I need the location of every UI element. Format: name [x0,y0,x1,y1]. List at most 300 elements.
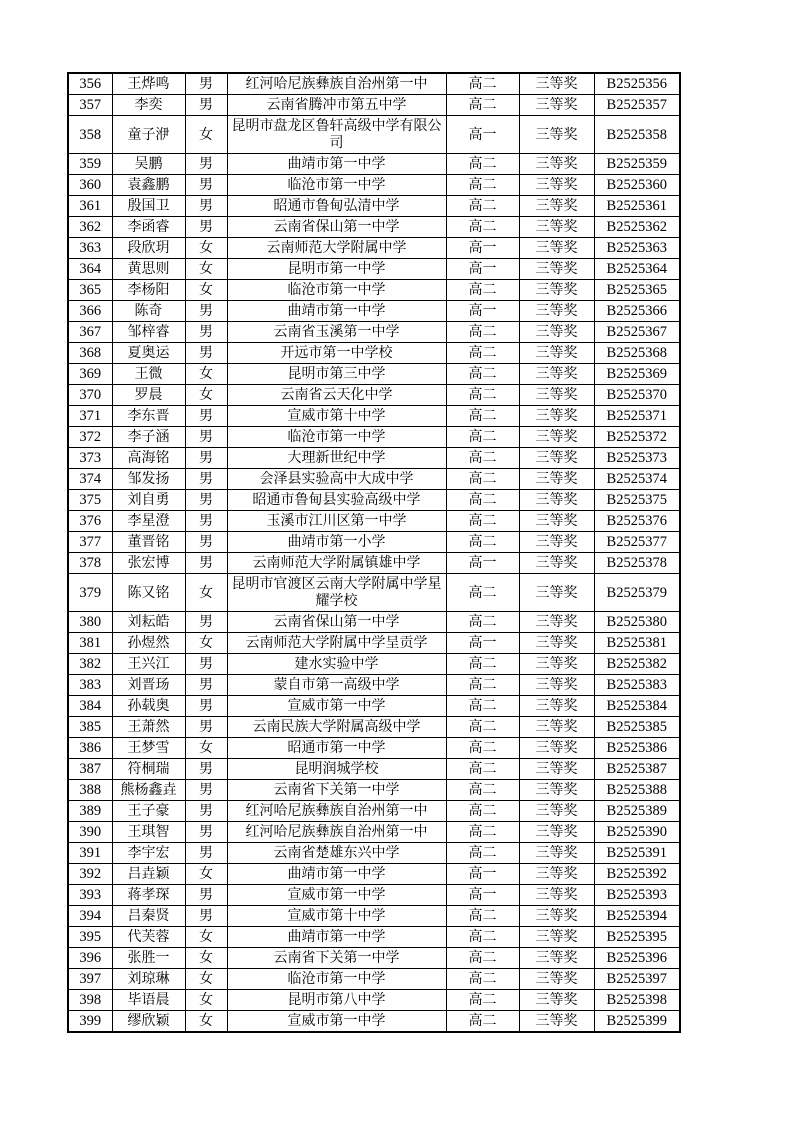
table-row [68,427,680,448]
grade-cell: 高二 [446,196,519,217]
row-number-cell: 359 [68,154,112,175]
award-cell: 三等奖 [519,801,594,822]
student-name-cell: 董晋铭 [112,532,185,553]
table-row [68,469,680,490]
certificate-code-cell: B2525373 [594,448,680,469]
gender-cell: 男 [185,73,227,95]
school-cell: 临沧市第一中学 [227,280,446,301]
certificate-code-cell: B2525397 [594,969,680,990]
school-cell: 昆明市第一中学 [227,259,446,280]
table-row [68,654,680,675]
row-number-cell: 363 [68,238,112,259]
table-row [68,906,680,927]
table-row [68,490,680,511]
gender-cell: 男 [185,717,227,738]
row-number-cell: 383 [68,675,112,696]
row-number-cell: 389 [68,801,112,822]
row-number-cell: 371 [68,406,112,427]
row-number-cell: 370 [68,385,112,406]
row-number-cell: 388 [68,780,112,801]
certificate-code-cell: B2525389 [594,801,680,822]
school-cell: 宣威市第十中学 [227,406,446,427]
gender-cell: 男 [185,448,227,469]
row-number-cell: 365 [68,280,112,301]
grade-cell: 高二 [446,95,519,116]
row-number-cell: 390 [68,822,112,843]
row-number-cell: 393 [68,885,112,906]
student-name-cell: 王萧然 [112,717,185,738]
award-cell: 三等奖 [519,217,594,238]
gender-cell: 女 [185,990,227,1011]
grade-cell: 高二 [446,364,519,385]
student-name-cell: 孙煜然 [112,633,185,654]
table-row [68,73,680,95]
school-cell: 临沧市第一中学 [227,427,446,448]
table-row [68,738,680,759]
certificate-code-cell: B2525391 [594,843,680,864]
certificate-code-cell: B2525374 [594,469,680,490]
gender-cell: 男 [185,343,227,364]
school-cell: 红河哈尼族彝族自治州第一中 [227,801,446,822]
gender-cell: 男 [185,406,227,427]
school-cell: 云南省玉溪第一中学 [227,322,446,343]
award-cell: 三等奖 [519,259,594,280]
gender-cell: 男 [185,532,227,553]
school-cell: 蒙自市第一高级中学 [227,675,446,696]
gender-cell: 女 [185,574,227,612]
table-row [68,175,680,196]
grade-cell: 高一 [446,633,519,654]
grade-cell: 高二 [446,1011,519,1033]
student-name-cell: 王烨鸣 [112,73,185,95]
certificate-code-cell: B2525372 [594,427,680,448]
student-name-cell: 王梦雪 [112,738,185,759]
student-name-cell: 刘琼琳 [112,969,185,990]
student-name-cell: 邹发扬 [112,469,185,490]
gender-cell: 女 [185,238,227,259]
grade-cell: 高二 [446,322,519,343]
award-cell: 三等奖 [519,1011,594,1033]
award-cell: 三等奖 [519,73,594,95]
certificate-code-cell: B2525359 [594,154,680,175]
row-number-cell: 357 [68,95,112,116]
school-cell: 宣威市第一中学 [227,885,446,906]
student-name-cell: 李奕 [112,95,185,116]
certificate-code-cell: B2525388 [594,780,680,801]
row-number-cell: 391 [68,843,112,864]
award-cell: 三等奖 [519,427,594,448]
certificate-code-cell: B2525377 [594,532,680,553]
award-cell: 三等奖 [519,154,594,175]
grade-cell: 高二 [446,675,519,696]
grade-cell: 高一 [446,864,519,885]
certificate-code-cell: B2525376 [594,511,680,532]
grade-cell: 高一 [446,259,519,280]
grade-cell: 高二 [446,490,519,511]
certificate-code-cell: B2525362 [594,217,680,238]
grade-cell: 高二 [446,927,519,948]
award-cell: 三等奖 [519,301,594,322]
student-name-cell: 熊杨鑫垚 [112,780,185,801]
gender-cell: 男 [185,175,227,196]
grade-cell: 高二 [446,759,519,780]
school-cell: 云南民族大学附属高级中学 [227,717,446,738]
certificate-code-cell: B2525395 [594,927,680,948]
school-cell: 云南师范大学附属中学呈贡学 [227,633,446,654]
table-row [68,927,680,948]
table-row [68,759,680,780]
grade-cell: 高二 [446,574,519,612]
gender-cell: 男 [185,217,227,238]
student-name-cell: 孙载奥 [112,696,185,717]
grade-cell: 高二 [446,73,519,95]
award-cell: 三等奖 [519,238,594,259]
school-cell: 曲靖市第一中学 [227,864,446,885]
student-name-cell: 王琪智 [112,822,185,843]
certificate-code-cell: B2525366 [594,301,680,322]
table-row [68,969,680,990]
student-name-cell: 张宏博 [112,553,185,574]
table-row [68,364,680,385]
student-name-cell: 段欣玥 [112,238,185,259]
gender-cell: 女 [185,116,227,154]
school-cell: 曲靖市第一中学 [227,927,446,948]
row-number-cell: 367 [68,322,112,343]
student-name-cell: 符桐瑞 [112,759,185,780]
award-cell: 三等奖 [519,196,594,217]
grade-cell: 高二 [446,469,519,490]
gender-cell: 女 [185,385,227,406]
school-cell: 昆明市盘龙区鲁轩高级中学有限公司 [227,116,446,154]
grade-cell: 高二 [446,427,519,448]
table-row [68,553,680,574]
table-row [68,259,680,280]
gender-cell: 男 [185,322,227,343]
gender-cell: 女 [185,864,227,885]
grade-cell: 高二 [446,280,519,301]
student-name-cell: 袁鑫鹏 [112,175,185,196]
grade-cell: 高二 [446,843,519,864]
school-cell: 宣威市第一中学 [227,1011,446,1033]
row-number-cell: 396 [68,948,112,969]
grade-cell: 高二 [446,154,519,175]
school-cell: 云南省楚雄东兴中学 [227,843,446,864]
award-cell: 三等奖 [519,574,594,612]
table-row [68,238,680,259]
row-number-cell: 372 [68,427,112,448]
student-name-cell: 毕语晨 [112,990,185,1011]
award-cell: 三等奖 [519,969,594,990]
row-number-cell: 375 [68,490,112,511]
school-cell: 宣威市第一中学 [227,696,446,717]
gender-cell: 女 [185,927,227,948]
table-row [68,532,680,553]
row-number-cell: 366 [68,301,112,322]
student-name-cell: 王微 [112,364,185,385]
certificate-code-cell: B2525383 [594,675,680,696]
student-name-cell: 童子洢 [112,116,185,154]
certificate-code-cell: B2525358 [594,116,680,154]
award-cell: 三等奖 [519,175,594,196]
certificate-code-cell: B2525367 [594,322,680,343]
gender-cell: 女 [185,364,227,385]
school-cell: 临沧市第一中学 [227,175,446,196]
grade-cell: 高二 [446,175,519,196]
certificate-code-cell: B2525386 [594,738,680,759]
student-name-cell: 李子涵 [112,427,185,448]
school-cell: 昆明市第八中学 [227,990,446,1011]
gender-cell: 女 [185,1011,227,1033]
student-name-cell: 高海铭 [112,448,185,469]
certificate-code-cell: B2525398 [594,990,680,1011]
grade-cell: 高二 [446,612,519,633]
award-cell: 三等奖 [519,612,594,633]
award-list-table [67,72,681,1033]
award-cell: 三等奖 [519,448,594,469]
row-number-cell: 399 [68,1011,112,1033]
certificate-code-cell: B2525360 [594,175,680,196]
student-name-cell: 王兴江 [112,654,185,675]
award-cell: 三等奖 [519,511,594,532]
table-row [68,406,680,427]
table-row [68,448,680,469]
student-name-cell: 张胜一 [112,948,185,969]
table-row [68,95,680,116]
grade-cell: 高二 [446,822,519,843]
school-cell: 曲靖市第一中学 [227,154,446,175]
row-number-cell: 386 [68,738,112,759]
student-name-cell: 代芙蓉 [112,927,185,948]
gender-cell: 女 [185,633,227,654]
gender-cell: 男 [185,801,227,822]
row-number-cell: 361 [68,196,112,217]
gender-cell: 男 [185,822,227,843]
award-cell: 三等奖 [519,675,594,696]
school-cell: 曲靖市第一小学 [227,532,446,553]
certificate-code-cell: B2525363 [594,238,680,259]
table-row [68,116,680,154]
student-name-cell: 刘耘皓 [112,612,185,633]
student-name-cell: 李杨阳 [112,280,185,301]
award-cell: 三等奖 [519,906,594,927]
gender-cell: 男 [185,843,227,864]
gender-cell: 男 [185,885,227,906]
gender-cell: 男 [185,553,227,574]
row-number-cell: 398 [68,990,112,1011]
certificate-code-cell: B2525387 [594,759,680,780]
student-name-cell: 蒋孝琛 [112,885,185,906]
school-cell: 红河哈尼族彝族自治州第一中 [227,73,446,95]
certificate-code-cell: B2525381 [594,633,680,654]
award-cell: 三等奖 [519,469,594,490]
table-row [68,612,680,633]
row-number-cell: 356 [68,73,112,95]
certificate-code-cell: B2525399 [594,1011,680,1033]
row-number-cell: 369 [68,364,112,385]
table-row [68,385,680,406]
gender-cell: 女 [185,969,227,990]
table-row [68,1011,680,1033]
school-cell: 云南省云天化中学 [227,385,446,406]
award-cell: 三等奖 [519,864,594,885]
table-body [68,73,680,1032]
table-row [68,574,680,612]
table-row [68,948,680,969]
gender-cell: 男 [185,696,227,717]
row-number-cell: 378 [68,553,112,574]
grade-cell: 高二 [446,801,519,822]
table-row [68,885,680,906]
gender-cell: 男 [185,469,227,490]
certificate-code-cell: B2525385 [594,717,680,738]
grade-cell: 高二 [446,696,519,717]
table-row [68,154,680,175]
award-cell: 三等奖 [519,822,594,843]
grade-cell: 高二 [446,990,519,1011]
gender-cell: 男 [185,427,227,448]
gender-cell: 男 [185,511,227,532]
award-cell: 三等奖 [519,927,594,948]
student-name-cell: 罗晨 [112,385,185,406]
table-row [68,801,680,822]
row-number-cell: 387 [68,759,112,780]
school-cell: 昆明市第三中学 [227,364,446,385]
grade-cell: 高二 [446,385,519,406]
row-number-cell: 364 [68,259,112,280]
award-cell: 三等奖 [519,633,594,654]
award-cell: 三等奖 [519,948,594,969]
certificate-code-cell: B2525379 [594,574,680,612]
gender-cell: 男 [185,654,227,675]
table-row [68,280,680,301]
row-number-cell: 376 [68,511,112,532]
gender-cell: 女 [185,280,227,301]
award-cell: 三等奖 [519,738,594,759]
table-row [68,633,680,654]
award-cell: 三等奖 [519,780,594,801]
certificate-code-cell: B2525365 [594,280,680,301]
grade-cell: 高二 [446,217,519,238]
table-row [68,217,680,238]
grade-cell: 高二 [446,969,519,990]
student-name-cell: 刘晋玚 [112,675,185,696]
grade-cell: 高一 [446,238,519,259]
certificate-code-cell: B2525390 [594,822,680,843]
student-name-cell: 邹梓睿 [112,322,185,343]
school-cell: 建水实验中学 [227,654,446,675]
gender-cell: 男 [185,301,227,322]
school-cell: 昆明润城学校 [227,759,446,780]
student-name-cell: 黄思则 [112,259,185,280]
gender-cell: 男 [185,154,227,175]
certificate-code-cell: B2525394 [594,906,680,927]
award-cell: 三等奖 [519,280,594,301]
table-row [68,864,680,885]
grade-cell: 高一 [446,553,519,574]
row-number-cell: 379 [68,574,112,612]
certificate-code-cell: B2525380 [594,612,680,633]
grade-cell: 高二 [446,343,519,364]
certificate-code-cell: B2525396 [594,948,680,969]
certificate-code-cell: B2525357 [594,95,680,116]
row-number-cell: 381 [68,633,112,654]
award-cell: 三等奖 [519,95,594,116]
school-cell: 云南省下关第一中学 [227,780,446,801]
award-cell: 三等奖 [519,553,594,574]
school-cell: 云南师范大学附属镇雄中学 [227,553,446,574]
student-name-cell: 李函睿 [112,217,185,238]
row-number-cell: 394 [68,906,112,927]
row-number-cell: 374 [68,469,112,490]
certificate-code-cell: B2525384 [594,696,680,717]
grade-cell: 高一 [446,116,519,154]
award-cell: 三等奖 [519,322,594,343]
certificate-code-cell: B2525375 [594,490,680,511]
award-cell: 三等奖 [519,406,594,427]
certificate-code-cell: B2525393 [594,885,680,906]
row-number-cell: 360 [68,175,112,196]
school-cell: 云南省下关第一中学 [227,948,446,969]
grade-cell: 高二 [446,948,519,969]
student-name-cell: 陈奇 [112,301,185,322]
table-row [68,780,680,801]
gender-cell: 男 [185,906,227,927]
row-number-cell: 368 [68,343,112,364]
school-cell: 昭通市鲁甸弘清中学 [227,196,446,217]
school-cell: 云南省保山第一中学 [227,217,446,238]
table-row [68,990,680,1011]
award-cell: 三等奖 [519,990,594,1011]
row-number-cell: 395 [68,927,112,948]
student-name-cell: 陈又铭 [112,574,185,612]
row-number-cell: 382 [68,654,112,675]
grade-cell: 高一 [446,885,519,906]
gender-cell: 男 [185,675,227,696]
school-cell: 昭通市鲁甸县实验高级中学 [227,490,446,511]
table-row [68,301,680,322]
award-cell: 三等奖 [519,364,594,385]
gender-cell: 女 [185,948,227,969]
certificate-code-cell: B2525356 [594,73,680,95]
certificate-code-cell: B2525361 [594,196,680,217]
student-name-cell: 吕秦贤 [112,906,185,927]
school-cell: 昭通市第一中学 [227,738,446,759]
school-cell: 昆明市官渡区云南大学附属中学星耀学校 [227,574,446,612]
award-cell: 三等奖 [519,116,594,154]
table-row [68,843,680,864]
certificate-code-cell: B2525392 [594,864,680,885]
row-number-cell: 358 [68,116,112,154]
certificate-code-cell: B2525382 [594,654,680,675]
school-cell: 临沧市第一中学 [227,969,446,990]
award-cell: 三等奖 [519,490,594,511]
certificate-code-cell: B2525364 [594,259,680,280]
award-cell: 三等奖 [519,885,594,906]
row-number-cell: 380 [68,612,112,633]
certificate-code-cell: B2525368 [594,343,680,364]
grade-cell: 高二 [446,738,519,759]
school-cell: 云南省腾冲市第五中学 [227,95,446,116]
school-cell: 玉溪市江川区第一中学 [227,511,446,532]
table-row [68,343,680,364]
table-row [68,675,680,696]
grade-cell: 高二 [446,511,519,532]
gender-cell: 男 [185,759,227,780]
row-number-cell: 377 [68,532,112,553]
student-name-cell: 王子豪 [112,801,185,822]
gender-cell: 男 [185,196,227,217]
award-cell: 三等奖 [519,843,594,864]
